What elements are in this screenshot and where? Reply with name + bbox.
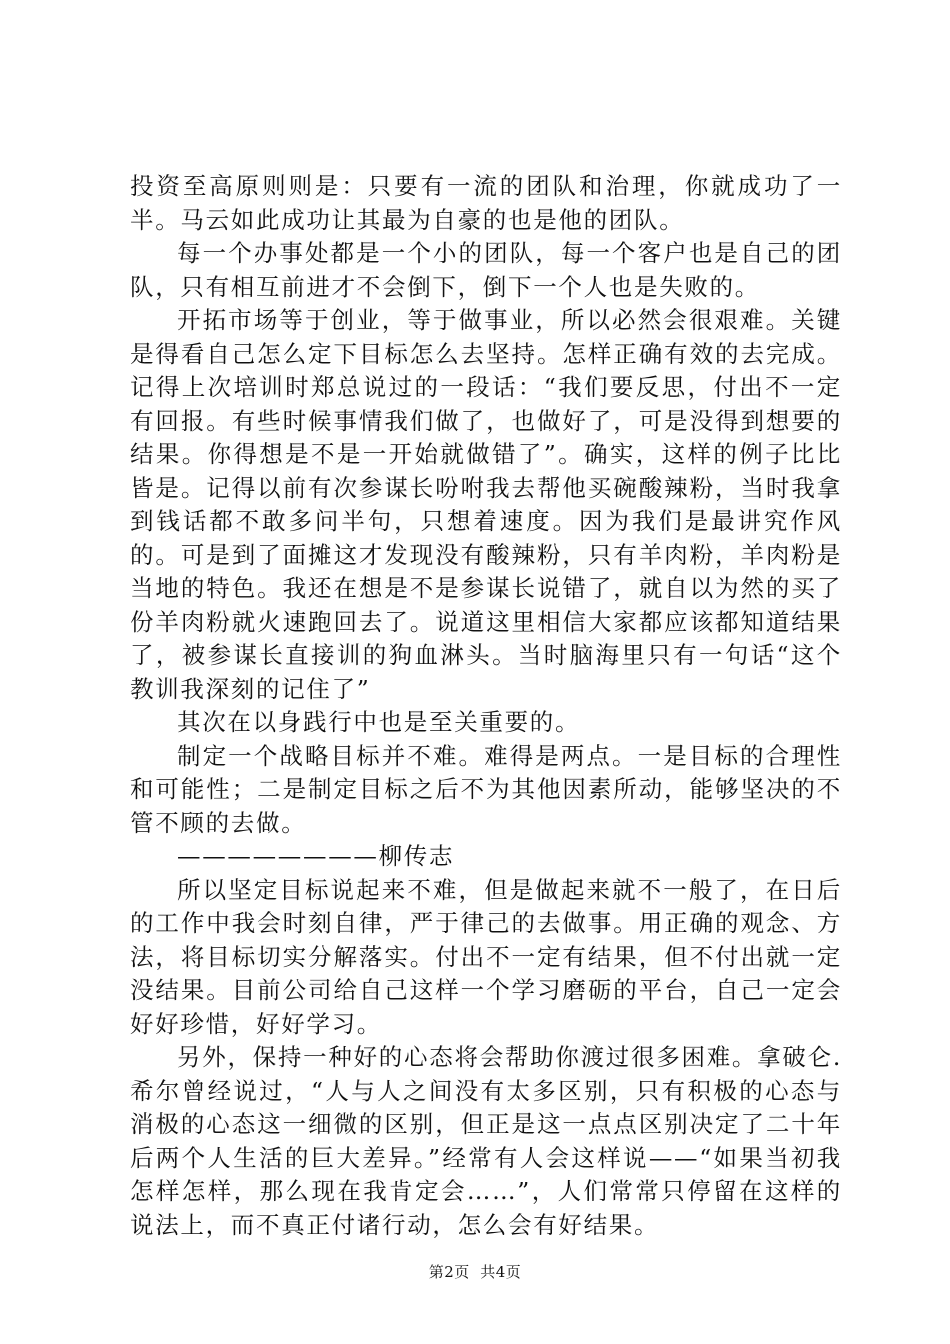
paragraph-5: 制定一个战略目标并不难。难得是两点。一是目标的合理性和可能性；二是制定目标之后不为其他因素所动，能够坚决的不管不顾的去做。 — [130, 741, 842, 837]
paragraph-3: 开拓市场等于创业，等于做事业，所以必然会很艰难。关键是得看自己怎么定下目标怎么去坚持。怎样正确有效的去完成。记得上次培训时郑总说过的一段话：“我们要反思，付出不一定有回报。有些时候事情我们做了，也做好了，可是没得到想要的结果。你得想是不是一开始就做错了”。确实，这样的例子比比皆是。记得以前有次参谋长吩咐我去帮他买碗酸辣粉，当时我拿到钱话都不敢多问半句，只想着速度。因为我们是最讲究作风的。可是到了面摊这才发现没有酸辣粉，只有羊肉粉，羊肉粉是当地的特色。我还在想是不是参谋长说错了，就自以为然的买了份羊肉粉就火速跑回去了。说道这里相信大家都应该都知道结果了，被参谋长直接训的狗血淋头。当时脑海里只有一句话“这个教训我深刻的记住了” — [130, 306, 842, 703]
paragraph-6: 所以坚定目标说起来不难，但是做起来就不一般了，在日后的工作中我会时刻自律，严于律己的去做事。用正确的观念、方法，将目标切实分解落实。付出不一定有结果，但不付出就一定没结果。目前公司给自己这样一个学习磨砺的平台，自己一定会好好珍惜，好好学习。 — [130, 875, 842, 1038]
page-footer — [0, 1262, 950, 1282]
paragraph-2: 每一个办事处都是一个小的团队，每一个客户也是自己的团队，只有相互前进才不会倒下，倒下一个人也是失败的。 — [130, 239, 842, 301]
paragraph-1: 投资至高原则则是：只要有一流的团队和治理，你就成功了一半。马云如此成功让其最为自豪的也是他的团队。 — [130, 172, 842, 234]
document-body — [130, 170, 842, 1242]
paragraph-4: 其次在以身践行中也是至关重要的。 — [177, 708, 581, 736]
quote-attribution: ————————柳传志 — [177, 842, 455, 870]
paragraph-7: 另外，保持一种好的心态将会帮助你渡过很多困难。拿破仑.希尔曾经说过，“人与人之间没有太多区别，只有积极的心态与消极的心态这一细微的区别，但正是这一点点区别决定了二十年后两个人生活的巨大差异。”经常有人会这样说——“如果当初我怎样怎样，那么现在我肯定会……”，人们常常只停留在这样的说法上，而不真正付诸行动，怎么会有好结果。 — [130, 1043, 842, 1239]
page-number: 第2页 共4页 — [428, 1263, 522, 1281]
